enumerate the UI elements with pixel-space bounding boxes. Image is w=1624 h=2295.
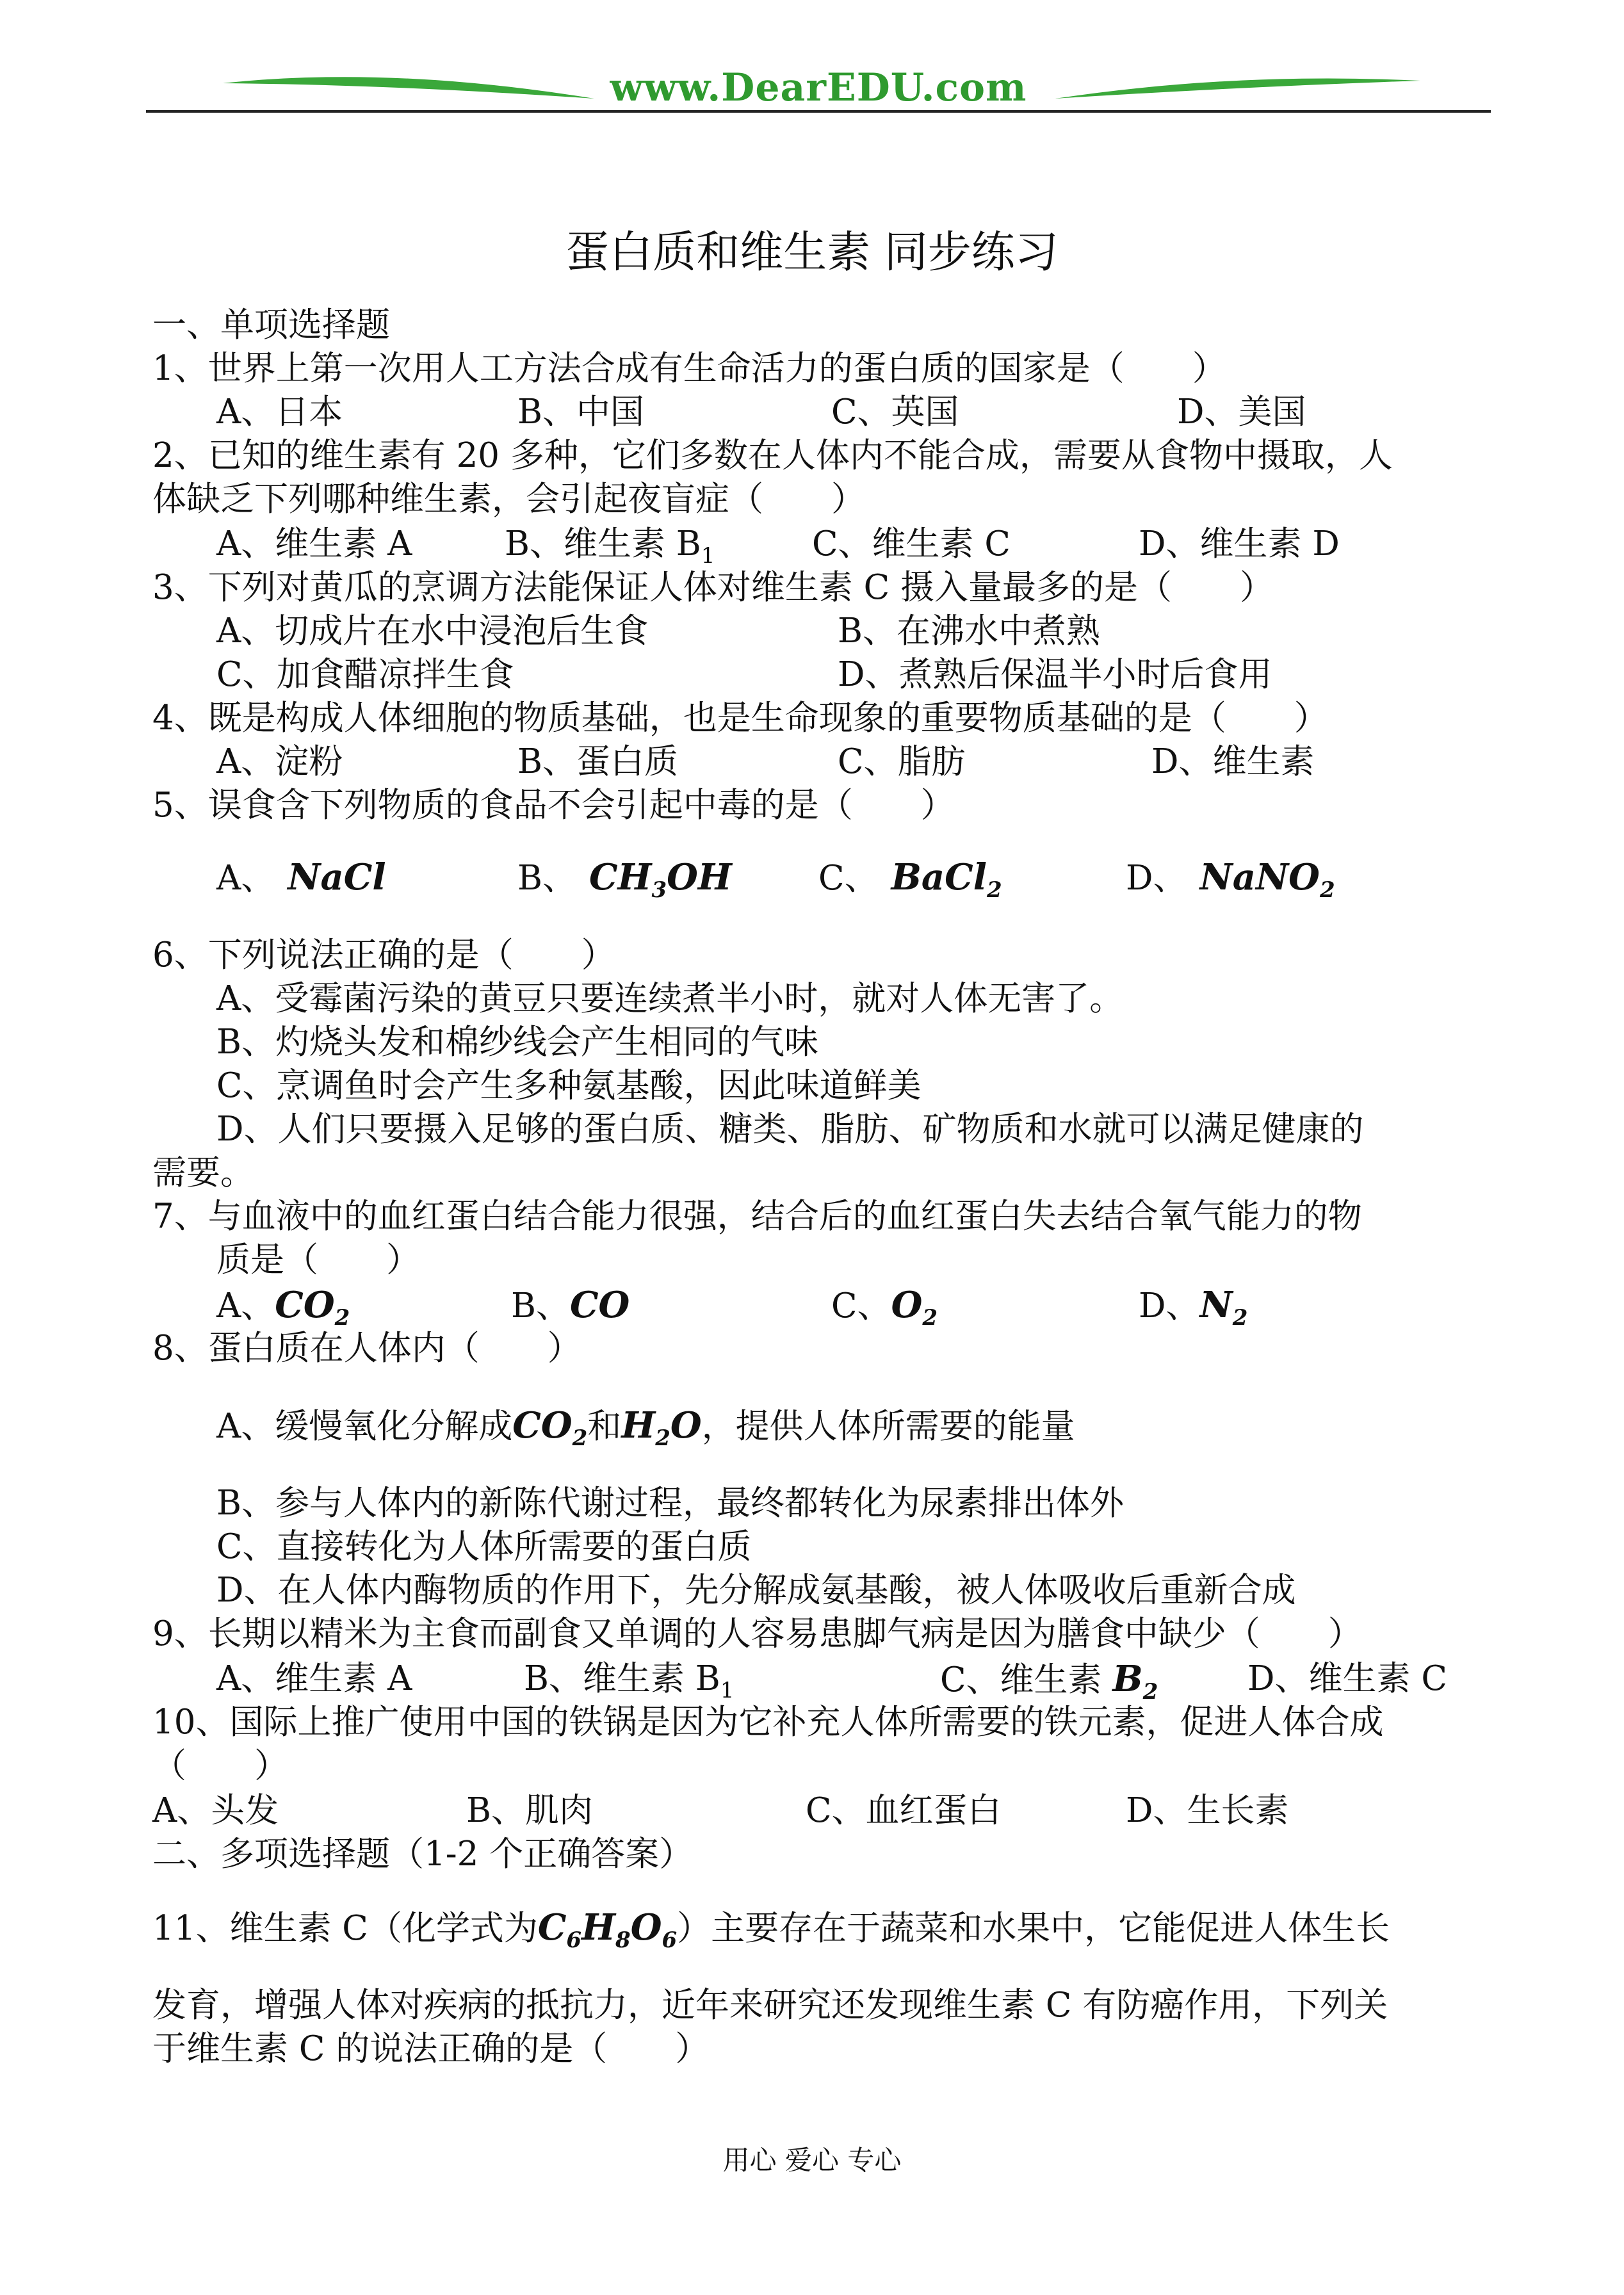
q8-option-a-formula2-tail: O: [670, 1404, 702, 1447]
q5-option-b-label: B、: [517, 859, 576, 898]
q2-option-b: [505, 523, 715, 569]
q5-option-d: [1126, 856, 1335, 903]
question-10-stem-line1: 10、国际上推广使用中国的铁锅是因为它补充人体所需要的铁元素，促进人体合成: [152, 1703, 1384, 1742]
q8-option-a-formula2-main: H: [621, 1404, 656, 1447]
q7-option-b: [511, 1283, 629, 1328]
question-8-stem: 8、蛋白质在人体内（ ）: [152, 1329, 581, 1368]
q5-option-a-label: A、: [216, 859, 275, 898]
q5-option-b-formula-sub: 3: [651, 877, 667, 903]
q6-option-b: B、灼烧头发和棉纱线会产生相同的气味: [216, 1023, 818, 1062]
q5-option-b-formula-tail: OH: [667, 856, 732, 898]
q10-option-c: C、血红蛋白: [806, 1791, 1002, 1830]
q5-option-b: [517, 856, 732, 903]
q7-option-c-label: C、: [831, 1286, 891, 1326]
q1-option-c: C、英国: [831, 393, 959, 432]
q10-option-d: D、生长素: [1126, 1791, 1289, 1830]
question-9-stem: 9、长期以精米为主食而副食又单调的人容易患脚气病是因为膳食中缺少（ ）: [152, 1614, 1362, 1653]
q11-formula-o: O: [630, 1906, 662, 1949]
q2-option-b-subscript: 1: [701, 543, 715, 569]
question-7-stem-line1: 7、与血液中的血红蛋白结合能力很强，结合后的血红蛋白失去结合氧气能力的物: [152, 1197, 1362, 1236]
q4-option-c: C、脂肪: [838, 742, 966, 781]
q9-option-b-text: B、维生素 B: [524, 1659, 720, 1698]
q7-option-a: [216, 1283, 350, 1331]
q11-formula-h: H: [581, 1906, 616, 1949]
q10-option-a: A、头发: [152, 1791, 279, 1830]
q5-option-c-label: C、: [818, 859, 879, 898]
q11-pre: 11、维生素 C（化学式为: [152, 1909, 538, 1948]
brand-logo-text: www.DearEDU.com: [610, 65, 1027, 110]
q5-option-d-label: D、: [1126, 859, 1187, 898]
q3-option-b: B、在沸水中煮熟: [838, 612, 1100, 651]
q8-option-a: [216, 1404, 1075, 1451]
question-11-line3: 于维生素 C 的说法正确的是（ ）: [152, 2029, 710, 2068]
question-10-stem-line2: （ ）: [152, 1746, 288, 1785]
q11-post: ）主要存在于蔬菜和水果中，它能促进人体生长: [677, 1909, 1390, 1948]
q8-option-a-post: ，提供人体所需要的能量: [701, 1407, 1075, 1446]
q9-option-b-subscript: 1: [720, 1678, 735, 1703]
q5-option-a: [216, 856, 386, 900]
q7-option-c-formula-main: O: [891, 1284, 923, 1326]
q9-option-c-text: C、维生素: [940, 1660, 1113, 1699]
q6-option-d-line2: 需要。: [152, 1153, 254, 1192]
q7-option-a-formula-sub: 2: [334, 1305, 350, 1331]
q5-option-b-formula-main: CH: [589, 856, 652, 898]
q5-option-c-formula-main: BaCl: [891, 856, 987, 898]
q9-option-c-formula-main: B: [1112, 1658, 1143, 1700]
q11-formula-h-sub: 8: [615, 1927, 631, 1953]
q11-formula-c-sub: 6: [566, 1927, 582, 1953]
q11-formula-o-sub: 6: [662, 1927, 678, 1953]
q7-option-a-formula-main: CO: [275, 1284, 335, 1326]
q7-option-d-formula-sub: 2: [1232, 1305, 1248, 1331]
question-1-stem: 1、世界上第一次用人工方法合成有生命活力的蛋白质的国家是（ ）: [152, 349, 1226, 388]
q8-option-c: C、直接转化为人体所需要的蛋白质: [216, 1527, 752, 1566]
q4-option-b: B、蛋白质: [517, 742, 678, 781]
q7-option-d-formula-main: N: [1199, 1284, 1233, 1326]
question-11-line1: [152, 1906, 1390, 1953]
question-3-stem: 3、下列对黄瓜的烹调方法能保证人体对维生素 C 摄入量最多的是（ ）: [152, 568, 1274, 607]
q2-option-d: D、维生素 D: [1139, 524, 1340, 564]
question-5-stem: 5、误食含下列物质的食品不会引起中毒的是（ ）: [152, 786, 955, 825]
question-6-stem: 6、下列说法正确的是（ ）: [152, 936, 615, 975]
q7-option-c-formula-sub: 2: [922, 1305, 938, 1331]
q8-option-b: B、参与人体内的新陈代谢过程，最终都转化为尿素排出体外: [216, 1484, 1124, 1523]
q2-option-b-text: B、维生素 B: [505, 524, 701, 564]
q1-option-a: A、日本: [216, 393, 343, 432]
q2-option-a: A、维生素 A: [216, 524, 412, 564]
section-heading-single-choice: 一、单项选择题: [152, 305, 390, 345]
q1-option-d: D、美国: [1177, 393, 1306, 432]
q7-option-d-label: D、: [1139, 1286, 1200, 1326]
q6-option-d-line1: D、人们只要摄入足够的蛋白质、糖类、脂肪、矿物质和水就可以满足健康的: [216, 1110, 1364, 1149]
q8-option-a-formula1-main: CO: [512, 1404, 572, 1447]
q7-option-b-formula: CO: [569, 1284, 630, 1326]
q4-option-d: D、维生素: [1151, 742, 1315, 781]
q8-option-a-mid: 和: [587, 1407, 622, 1446]
q2-option-c: C、维生素 C: [812, 524, 1011, 564]
q8-option-a-formula2-sub: 2: [655, 1425, 670, 1451]
q7-option-a-label: A、: [216, 1286, 275, 1326]
q9-option-b: [524, 1657, 734, 1701]
q5-option-c-formula-sub: 2: [987, 877, 1002, 903]
q7-option-c: [831, 1283, 938, 1331]
page-title: 蛋白质和维生素 同步练习: [565, 227, 1059, 278]
q7-option-b-label: B、: [511, 1286, 570, 1326]
q8-option-d: D、在人体内酶物质的作用下，先分解成氨基酸，被人体吸收后重新合成: [216, 1571, 1296, 1610]
q6-option-a: A、受霉菌污染的黄豆只要连续煮半小时，就对人体无害了。: [216, 979, 1124, 1018]
q5-option-d-formula-sub: 2: [1319, 877, 1335, 903]
page-header: [146, 59, 1491, 117]
q10-option-b: B、肌肉: [466, 1791, 593, 1830]
q11-formula-c: C: [537, 1906, 567, 1949]
q9-option-d: D、维生素 C: [1247, 1659, 1447, 1698]
q9-option-a: A、维生素 A: [216, 1659, 412, 1698]
header-rule: [146, 110, 1491, 113]
q5-option-a-formula: NaCl: [288, 856, 386, 898]
q7-option-d: [1139, 1283, 1248, 1331]
q9-option-c-formula-sub: 2: [1142, 1679, 1158, 1705]
q5-option-c: [818, 856, 1002, 903]
q4-option-a: A、淀粉: [216, 742, 343, 781]
q1-option-b: B、中国: [517, 393, 644, 432]
q8-option-a-formula1-sub: 2: [572, 1425, 588, 1451]
q3-option-d: D、煮熟后保温半小时后食用: [838, 655, 1272, 694]
question-7-stem-line2: 质是（ ）: [216, 1240, 420, 1279]
q6-option-c: C、烹调鱼时会产生多种氨基酸，因此味道鲜美: [216, 1066, 922, 1105]
question-2-stem-line1: 2、已知的维生素有 20 多种，它们多数在人体内不能合成，需要从食物中摄取，人: [152, 436, 1393, 475]
section-heading-multiple-choice: 二、多项选择题（1-2 个正确答案）: [152, 1835, 694, 1874]
q8-option-a-pre: A、缓慢氧化分解成: [216, 1407, 513, 1446]
q9-option-c: [940, 1657, 1158, 1705]
q3-option-a: A、切成片在水中浸泡后生食: [216, 612, 649, 651]
q3-option-c: C、加食醋凉拌生食: [216, 655, 514, 694]
question-4-stem: 4、既是构成人体细胞的物质基础，也是生命现象的重要物质基础的是（ ）: [152, 699, 1328, 738]
page-footer: 用心 爱心 专心: [722, 2145, 902, 2176]
q5-option-d-formula-main: NaNO: [1199, 856, 1320, 898]
question-2-stem-line2: 体缺乏下列哪种维生素，会引起夜盲症（ ）: [152, 480, 865, 519]
question-11-line2: 发育，增强人体对疾病的抵抗力，近年来研究还发现维生素 C 有防癌作用，下列关: [152, 1986, 1388, 2025]
